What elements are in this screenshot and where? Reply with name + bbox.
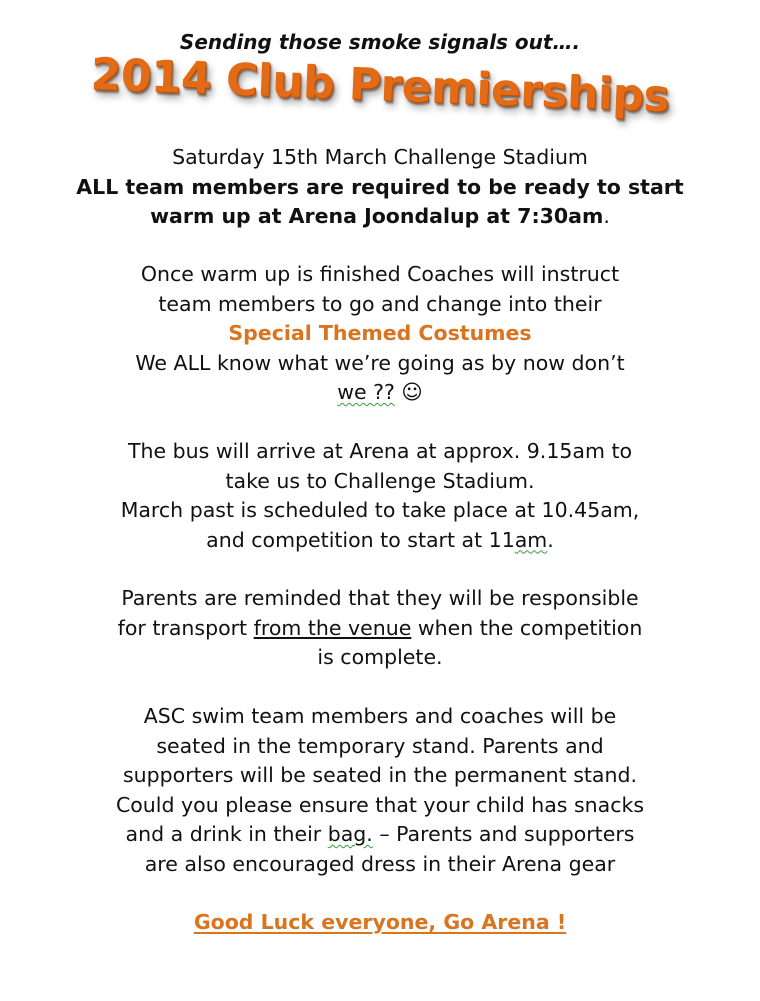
schedule-am-text: am	[514, 527, 548, 552]
footer-paragraph	[60, 908, 700, 938]
seating-line-1: ASC swim team members and coaches will be	[143, 704, 617, 728]
seating-line-5-start: and a drink in their	[125, 822, 328, 846]
transport-line-2-end: when the competition	[411, 615, 643, 640]
closing-message: Good Luck everyone, Go Arena !	[193, 910, 567, 934]
schedule-line-4-text: and competition to start at 11	[206, 527, 515, 552]
warmup-line-2-wrap	[60, 202, 700, 232]
transport-line-1: Parents are reminded that they will be responsible	[121, 586, 639, 610]
schedule-line-1: The bus will arrive at Arena at approx. 9.15am to	[127, 439, 633, 463]
transport-paragraph	[60, 584, 700, 673]
transport-line-2	[60, 614, 700, 644]
seating-line-5	[60, 820, 700, 850]
costume-paragraph	[60, 260, 700, 408]
seating-line-3: supporters will be seated in the permanent stand.	[122, 763, 638, 787]
warmup-line-2: warm up at Arena Joondalup at 7:30am	[150, 204, 604, 228]
schedule-line-2: take us to Challenge Stadium.	[225, 468, 535, 493]
transport-underlined: from the venue	[253, 615, 412, 640]
footer-line	[60, 908, 700, 938]
transport-line-2-start: for transport	[117, 615, 254, 640]
seating-line-5-end: – Parents and supporters	[372, 822, 635, 846]
warmup-period: .	[603, 204, 610, 228]
seating-line-4: Could you please ensure that your child has snacks	[115, 792, 645, 817]
schedule-line-3: March past is scheduled to take place at 10.45am,	[120, 498, 640, 522]
costume-we-text: we ??	[337, 380, 395, 404]
seating-paragraph	[60, 702, 700, 879]
tagline: Sending those smoke signals out….	[179, 30, 581, 54]
seating-bag-text: bag.	[327, 822, 373, 846]
schedule-paragraph	[60, 437, 700, 555]
warmup-line-1: ALL team members are required to be ready to start	[76, 174, 684, 199]
costume-line-2: team members to go and change into their	[158, 291, 602, 316]
schedule-line-4-end: .	[547, 527, 554, 552]
seating-line-6: are also encouraged dress in their Arena gear	[144, 851, 616, 876]
transport-line-3: is complete.	[317, 645, 443, 669]
schedule-line-4	[60, 526, 700, 556]
event-paragraph	[60, 143, 700, 232]
date-venue-line: Saturday 15th March Challenge Stadium	[172, 145, 588, 169]
page-title: 2014 Club Premierships	[89, 48, 671, 123]
seating-line-2: seated in the temporary stand. Parents and	[156, 733, 604, 758]
costume-line-1: Once warm up is finished Coaches will instruct	[140, 262, 620, 286]
smiley-icon: ☺	[401, 380, 423, 404]
costume-line-3: We ALL know what we’re going as by now don’t	[135, 350, 625, 375]
costume-highlight: Special Themed Costumes	[228, 321, 532, 345]
costume-line-4	[60, 378, 700, 408]
